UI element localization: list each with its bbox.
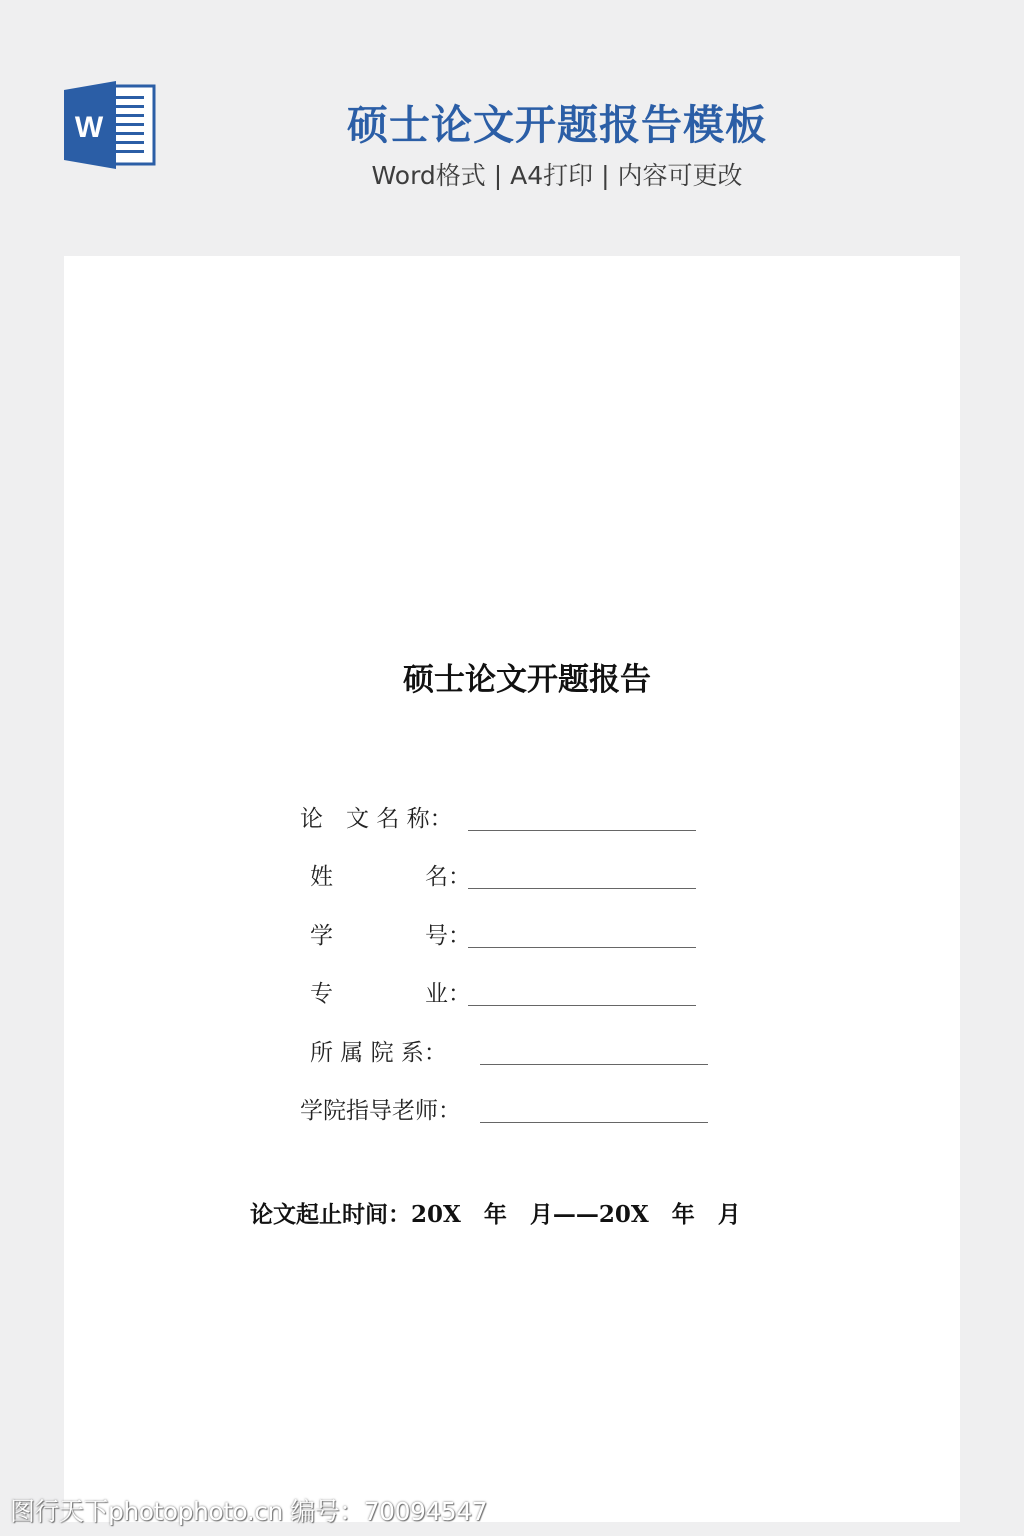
field-underline <box>468 830 696 831</box>
field-name <box>310 862 700 892</box>
field-label: 学 号： <box>310 923 471 949</box>
page-subtitle: Word格式 | A4打印 | 内容可更改 <box>371 161 743 190</box>
document-title: 硕士论文开题报告 <box>403 662 651 698</box>
field-thesis-title <box>300 804 700 834</box>
field-major <box>310 979 700 1009</box>
watermark: 图行天下photophoto.cn 编号：70094547 <box>10 1497 488 1526</box>
field-underline <box>468 947 696 948</box>
field-advisor <box>300 1096 710 1126</box>
field-label: 专 业： <box>310 981 471 1007</box>
field-label: 姓 名： <box>310 864 471 890</box>
word-icon-letter: W <box>74 111 104 144</box>
field-label: 论 文 名 称： <box>300 806 453 832</box>
field-student-id <box>310 921 700 951</box>
field-label: 学院指导老师： <box>300 1098 461 1124</box>
document-page <box>64 256 960 1522</box>
field-label: 所 属 院 系： <box>310 1040 447 1066</box>
field-underline <box>480 1064 708 1065</box>
thesis-period: 论文起止时间：20X 年 月——20X 年 月 <box>250 1201 741 1228</box>
field-underline <box>468 1005 696 1006</box>
field-department <box>310 1038 710 1068</box>
field-underline <box>480 1122 708 1123</box>
field-underline <box>468 888 696 889</box>
page-title: 硕士论文开题报告模板 <box>347 101 767 149</box>
word-document-icon <box>64 80 156 170</box>
